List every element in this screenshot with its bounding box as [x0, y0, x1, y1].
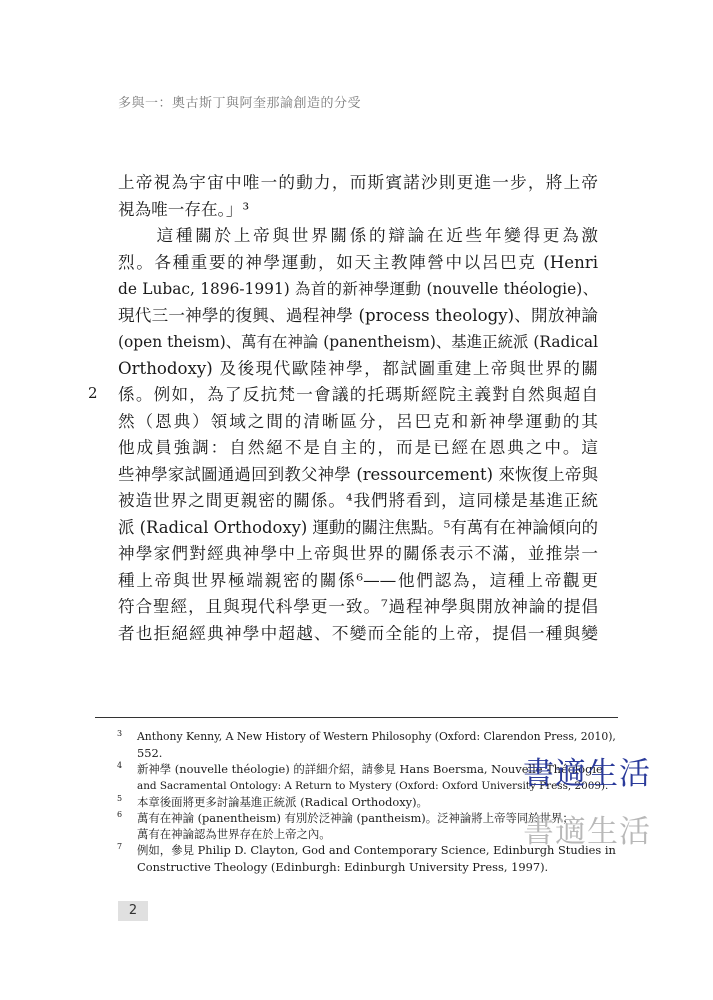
footnote-line: 552. — [137, 746, 163, 761]
running-header: 多與一：奧古斯丁與阿奎那論創造的分受 — [118, 96, 362, 111]
text-line: 神學家們對經典神學中上帝與世界的關係表示不滿，並推崇一 — [118, 544, 598, 563]
text-line: 些神學家試圖通過回到教父神學 (ressourcement) 來恢復上帝與 — [118, 464, 598, 484]
text-line: 上帝視為宇宙中唯一的動力，而斯賓諾沙則更進一步，將上帝 — [118, 173, 598, 192]
text-line: 符合聖經，且與現代科學更一致。⁷過程神學與開放神論的提倡 — [118, 597, 598, 616]
text-line: 種上帝與世界極端親密的關係⁶——他們認為，這種上帝觀更 — [118, 570, 598, 590]
text-line: Orthodoxy) 及後現代歐陸神學，都試圖重建上帝與世界的關 — [118, 358, 598, 378]
footnote-number: 5 — [117, 793, 123, 803]
footnote-number: 4 — [117, 761, 123, 771]
footnote-line: 例如，參見 Philip D. Clayton, God and Contemporary Science, Edinburgh Studies in — [137, 843, 616, 858]
main-text — [118, 170, 598, 647]
text-line: 者也拒絕經典神學中超越、不變而全能的上帝，提倡一種與變 — [118, 623, 598, 643]
text-line: 烈。各種重要的神學運動，如天主教陣營中以呂巴克 (Henri — [118, 252, 598, 272]
text-line: 這種關於上帝與世界關係的辯論在近些年變得更為激 — [118, 226, 598, 245]
footnote-line: and Sacramental Ontology: A Return to Mystery (Oxford: Oxford University Press, 2009). — [137, 779, 609, 792]
text-line: 現代三一神學的復興、過程神學 (process theology)、開放神論 — [118, 305, 598, 325]
footnote-number: 7 — [117, 842, 123, 852]
footnote-number: 6 — [117, 810, 123, 820]
footnote-number: 3 — [117, 729, 123, 738]
footnote-line: Constructive Theology (Edinburgh: Edinburgh University Press, 1997). — [137, 859, 549, 874]
footnote-line: 萬有在神論認為世界存在於上帝之內。 — [137, 827, 331, 842]
text-line: 係。例如，為了反抗梵一會議的托瑪斯經院主義對自然與超自 — [118, 385, 598, 404]
watermark-secondary: 書適生活 — [523, 814, 651, 850]
footnote-line: 新神學 (nouvelle théologie) 的詳細介紹，請參見 Hans Boersma, Nouvelle Théologie — [137, 762, 603, 777]
text-line: (open theism)、萬有在神論 (panentheism)、基進正統派 (Radical — [118, 333, 598, 351]
text-line: 視為唯一存在。」³ — [118, 199, 250, 219]
text-line: 被造世界之間更親密的關係。⁴我們將看到，這同樣是基進正統 — [118, 491, 598, 510]
footnote-line: 本章後面將更多討論基進正統派 (Radical Orthodoxy)。 — [137, 794, 428, 809]
text-line: 派 (Radical Orthodoxy) 運動的關注焦點。⁵有萬有在神論傾向的 — [118, 517, 598, 537]
footnote-divider — [95, 717, 618, 718]
text-line: 然（恩典）領域之間的清晰區分，呂巴克和新神學運動的其 — [118, 411, 598, 431]
text-line: 他成員強調：自然絕不是自主的，而是已經在恩典之中。這 — [118, 438, 598, 457]
footnote-line: 萬有在神論 (panentheism) 有別於泛神論 (pantheism)。泛神論將上帝等同於世界； — [137, 811, 574, 826]
page-number: 2 — [118, 901, 148, 921]
text-line: de Lubac, 1896-1991) 為首的新神學運動 (nouvelle théologie)、 — [118, 280, 598, 298]
watermark-primary: 書適生活 — [523, 756, 651, 792]
footnote-line: Anthony Kenny, A New History of Western Philosophy (Oxford: Clarendon Press, 2010), — [137, 730, 616, 743]
margin-page-number: 2 — [88, 384, 98, 402]
